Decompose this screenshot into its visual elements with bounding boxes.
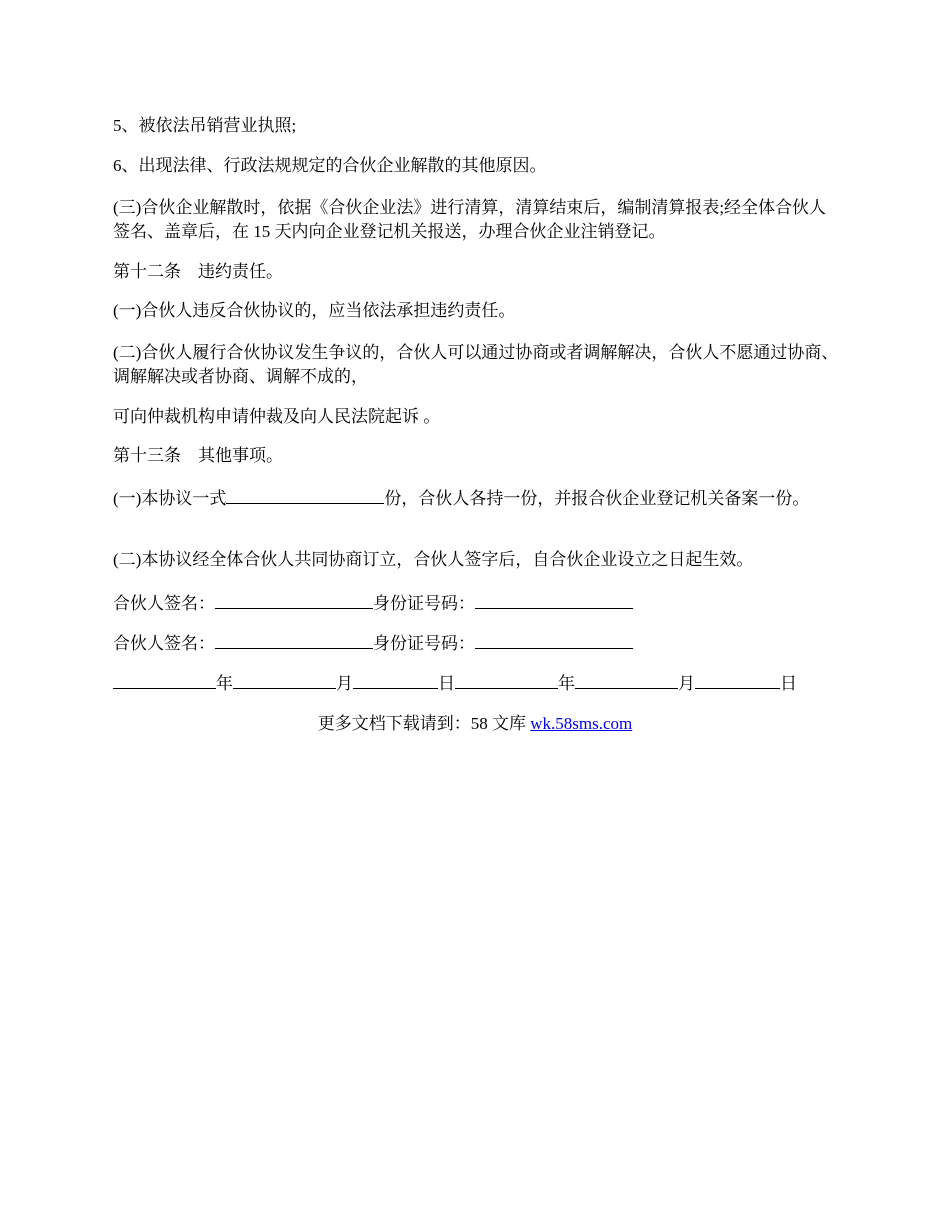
signature-row-2 bbox=[113, 630, 843, 656]
article-12-clause-1: (一)合伙人违反合伙协议的，应当依法承担违约责任。 bbox=[113, 301, 516, 320]
date-row bbox=[113, 670, 843, 696]
signature-row-1 bbox=[113, 590, 843, 616]
month-label: 月 bbox=[678, 674, 695, 693]
item-6: 6、出现法律、行政法规规定的合伙企业解散的其他原因。 bbox=[113, 156, 547, 175]
day-label: 日 bbox=[780, 674, 797, 693]
article-13-clause-1 bbox=[113, 485, 843, 511]
id-number-blank[interactable] bbox=[475, 590, 633, 609]
article-12-heading: 第十二条 违约责任。 bbox=[113, 262, 283, 281]
article-12-clause-2: (二)合伙人履行合伙协议发生争议的，合伙人可以通过协商或者调解解决，合伙人不愿通过协商、调解解决或者协商、调解不成的， bbox=[113, 343, 839, 386]
id-number-label: 身份证号码： bbox=[373, 634, 475, 653]
footer-text: 更多文档下载请到：58 文库 bbox=[317, 714, 531, 733]
partner-signature-label: 合伙人签名： bbox=[113, 634, 215, 653]
article-13-clause-2: (二)本协议经全体合伙人共同协商订立，合伙人签字后，自合伙企业设立之日起生效。 bbox=[113, 550, 754, 569]
day-blank[interactable] bbox=[695, 670, 780, 689]
paragraph-dissolution-liquidation: (三)合伙企业解散时，依据《合伙企业法》进行清算，清算结束后，编制清算报表;经全体合伙人签名、盖章后，在 15 天内向企业登记机关报送，办理合伙企业注销登记。 bbox=[113, 198, 827, 241]
footer-link[interactable]: wk.58sms.com bbox=[530, 714, 633, 733]
month-blank[interactable] bbox=[575, 670, 678, 689]
item-5: 5、被依法吊销营业执照; bbox=[113, 116, 297, 135]
partner-signature-label: 合伙人签名： bbox=[113, 594, 215, 613]
partner-signature-blank[interactable] bbox=[215, 630, 373, 649]
footer bbox=[0, 712, 950, 736]
day-label: 日 bbox=[438, 674, 455, 693]
year-blank[interactable] bbox=[113, 670, 216, 689]
clause-1-prefix: (一)本协议一式 bbox=[113, 489, 227, 508]
day-blank[interactable] bbox=[353, 670, 438, 689]
year-label: 年 bbox=[216, 674, 233, 693]
clause-1-suffix: 份，合伙人各持一份，并报合伙企业登记机关备案一份。 bbox=[384, 489, 810, 508]
id-number-label: 身份证号码： bbox=[373, 594, 475, 613]
article-13-heading: 第十三条 其他事项。 bbox=[113, 446, 283, 465]
month-label: 月 bbox=[336, 674, 353, 693]
year-blank[interactable] bbox=[455, 670, 558, 689]
month-blank[interactable] bbox=[233, 670, 336, 689]
partner-signature-blank[interactable] bbox=[215, 590, 373, 609]
id-number-blank[interactable] bbox=[475, 630, 633, 649]
copies-blank[interactable] bbox=[226, 485, 384, 504]
article-12-clause-3: 可向仲裁机构申请仲裁及向人民法院起诉 。 bbox=[113, 407, 441, 426]
year-label: 年 bbox=[558, 674, 575, 693]
